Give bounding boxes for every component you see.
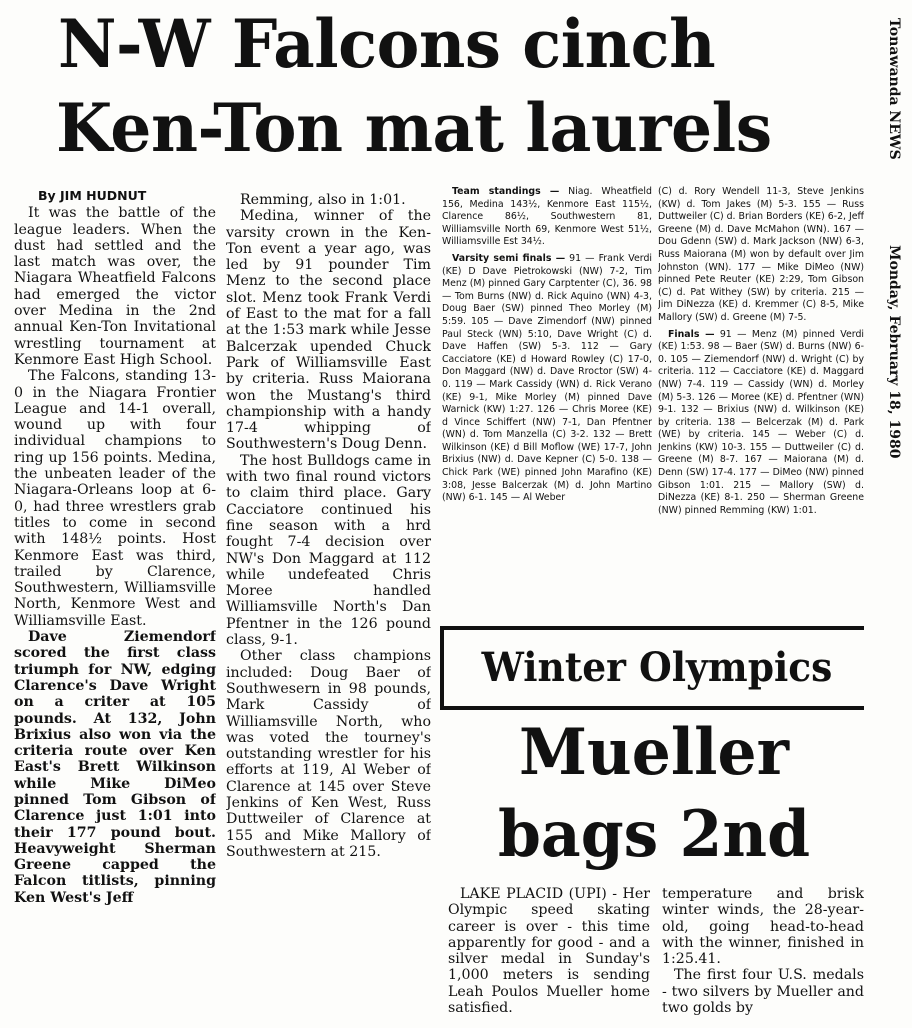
semi-finals-text: 91 — Frank Verdi (KE) D Dave Pietrokowski (NW) 7-2, Tim Menz (M) pinned Gary Carptenter (C), 36. 98 — Tom Burns (NW) d. Rick Aquino (WN) 4-3, Doug Baer (SW) pinned Theo Morley (M) 5:59. 105 — Dave Zimendorf (NW) pinned Paul Steck (WN) 5:10, Dave Wright (C) d. Dave Haffen (SW) 5-3. 112 — Gary Cacciatore (KE) d Howard Rowley (C) 17-0, Don Maggard (NW) d. Dave Rroctor (SW) 4-0. 119 — Mark Cassidy (WN) d. Rick Verano (KE) 9-1, Mike Morley (M) pinned Dave Warnick (KW) 1:27. 126 — Chris Moree (KE) d Vince Schiffert (NW) 7-1, Dan Pfentner (WN) d. Tom Manzella (C) 3-2. 132 — Brett Wilkinson (KE) d Bill Moflow (WE) 17-7, John Brixius (NW) d. Dave Kepner (C) 5-0. 138 — Chick Park (WE) pinned John Marafino (KE) 3:08, Jesse Balcerzak (M) d. John Martino (NW) 6-1. 145 — Al Weber: [442, 252, 652, 504]
headline-line-2: Ken-Ton mat laurels: [56, 89, 772, 167]
article-paragraph: Other class champions included: Doug Baer of Southwesern in 98 pounds, Mark Cassidy of Williamsville North, who was voted the tourney's outstanding wrestler for his efforts at 119, Al Weber of Clarence at 145 over Steve Jenkins of Ken West, Russ Duttweiler of Clarence at 155 and Mike Mallory of Southwestern at 215.: [226, 648, 431, 860]
side-source-label: Tonawanda NEWS: [886, 18, 902, 160]
results-column-2: [658, 186, 864, 620]
article-paragraph: Remming, also in 1:01.: [240, 192, 406, 208]
article-paragraph: Medina, winner of the varsity crown in the Ken-Ton event a year ago, was led by 91 pounder Tim Menz to the second place slot. Menz took Frank Verdi of East to the mat for a fall at the 1:53 mark while Jesse Balcerzak upended Chuck Park of Williamsville East by criteria. Russ Maiorana won the Mustang's third championship with a handy 17-4 whipping of Southwestern's Doug Denn.: [226, 208, 431, 453]
varsity-semi-finals: [442, 253, 652, 505]
headline-line-1: N-W Falcons cinch: [58, 5, 716, 83]
olympics-headline-1: Mueller: [519, 715, 789, 790]
article-paragraph: The Falcons, standing 13-0 in the Niagara Frontier League and 14-1 overall, wound up with four individual champions to ring up 156 points. Medina, the unbeaten leader of the Niagara-Orleans loop at 6-0, had three wrestlers grab titles to come in second with 148½ points. Host Kenmore East was third, trailed by Clarence, Southwestern, Williamsville North, Kenmore West and Williamsville East.: [14, 368, 216, 629]
results-column-1: [442, 186, 652, 616]
article-paragraph: The host Bulldogs came in with two final round victors to claim third place. Gary Cacciatore continued his fine season with a hrd fought 7-4 decision over NW's Don Maggard at 112 while undefeated Chris Moree handled Williamsville North's Dan Pfentner in the 126 pound class, 9-1.: [226, 452, 431, 649]
finals-text: 91 — Menz (M) pinned Verdi (KE) 1:53. 98 — Baer (SW) d. Burns (NW) 6-0. 105 — Ziemendorf (NW) d. Wright (C) by criteria. 112 — Cacciatore (KE) d. Maggard (NW) 7-4. 119 — Cassidy (WN) d. Morley (M) 5-3. 126 — Moree (KE) d. Pfentner (WN) 9-1. 132 — Brixius (NW) d. Wilkinson (KE) by criteria. 138 — Belcerzak (M) d. Park (WE) by criteria. 145 — Weber (C) d. Jenkins (KW) 10-3. 155 — Duttweiler (C) d. Greene (M) 8-7. 167 — Maiorana (M) d. Denn (SW) 17-4. 177 — DiMeo (NW) pinned Gibson 1:01. 215 — Mallory (SW) d. DiNezza (KE) 8-1. 250 — Sherman Greene (NW) pinned Remming (KW) 1:01.: [658, 328, 864, 516]
finals-results: [658, 329, 864, 518]
olympics-story-column-2: [662, 886, 864, 1024]
side-date-label: Monday, February 18, 1980: [886, 245, 902, 459]
team-standings: [442, 186, 652, 249]
semi-finals-label: Varsity semi finals —: [452, 252, 566, 264]
semi-finals-continued: (C) d. Rory Wendell 11-3, Steve Jenkins (KW) d. Tom Jakes (M) 5-3. 155 — Russ Duttweiler (C) d. Brian Borders (KE) 6-2, Jeff Greene (M) d. Dave McMahon (WN). 167 — Dou Gdenn (SW) d. Mark Jackson (NW) 6-3, Russ Maiorana (M) won by default over Jim Johnston (WN). 177 — Mike DiMeo (NW) pinned Pete Reuter (KE) 2:29, Tom Gibson (C) d. Pat Withey (SW) by criteria. 215 — Jim DiNezza (KE) d. Kremmer (C) 8-5, Mike Mallory (SW) d. Greene (M) 7-5.: [658, 186, 864, 323]
finals-label: Finals —: [668, 328, 715, 340]
team-standings-label: Team standings —: [452, 186, 560, 197]
story-paragraph: The first four U.S. medals - two silvers by Mueller and two golds by: [662, 967, 864, 1017]
winter-olympics-title: Winter Olympics: [481, 644, 833, 691]
olympics-headline-2: bags 2nd: [497, 797, 811, 872]
article-paragraph: It was the battle of the league leaders. When the dust had settled and the last match was over, the Niagara Wheatfield Falcons had emerged the victor over Medina in the 2nd annual Ken-Ton Invitational wrestling tournament at Kenmore East High School.: [14, 205, 216, 368]
winter-olympics-box: [440, 626, 864, 710]
article-paragraph: Dave Ziemendorf scored the first class triumph for NW, edging Clarence's Dave Wright on a criter at 105 pounds. At 132, John Brixius also won via the criteria route over Ken East's Brett Wilkinson while Mike DiMeo pinned Tom Gibson of Clarence just 1:01 into their 177 pound bout. Heavyweight Sherman Greene capped the Falcon titlists, pinning Ken West's Jeff: [14, 629, 216, 906]
story-paragraph: LAKE PLACID (UPI) - Her Olympic speed skating career is over - this time apparently for good - and a silver medal in Sunday's 1,000 meters is sending Leah Poulos Mueller home satisfied.: [448, 886, 650, 1017]
article-column-1: [14, 188, 216, 1024]
byline: By JIM HUDNUT: [38, 188, 147, 203]
story-paragraph: temperature and brisk winter winds, the 28-year-old, going head-to-head with the winner, finished in 1:25.41.: [662, 886, 864, 968]
article-column-2: [226, 192, 431, 1028]
team-standings-text: Niag. Wheatfield 156, Medina 143½, Kenmore East 115½, Clarence 86½, Southwestern 81, Williamsville North 69, Kenmore West 51½, Williamsville Est 34½.: [442, 186, 652, 248]
olympics-story-column-1: [448, 886, 650, 1024]
